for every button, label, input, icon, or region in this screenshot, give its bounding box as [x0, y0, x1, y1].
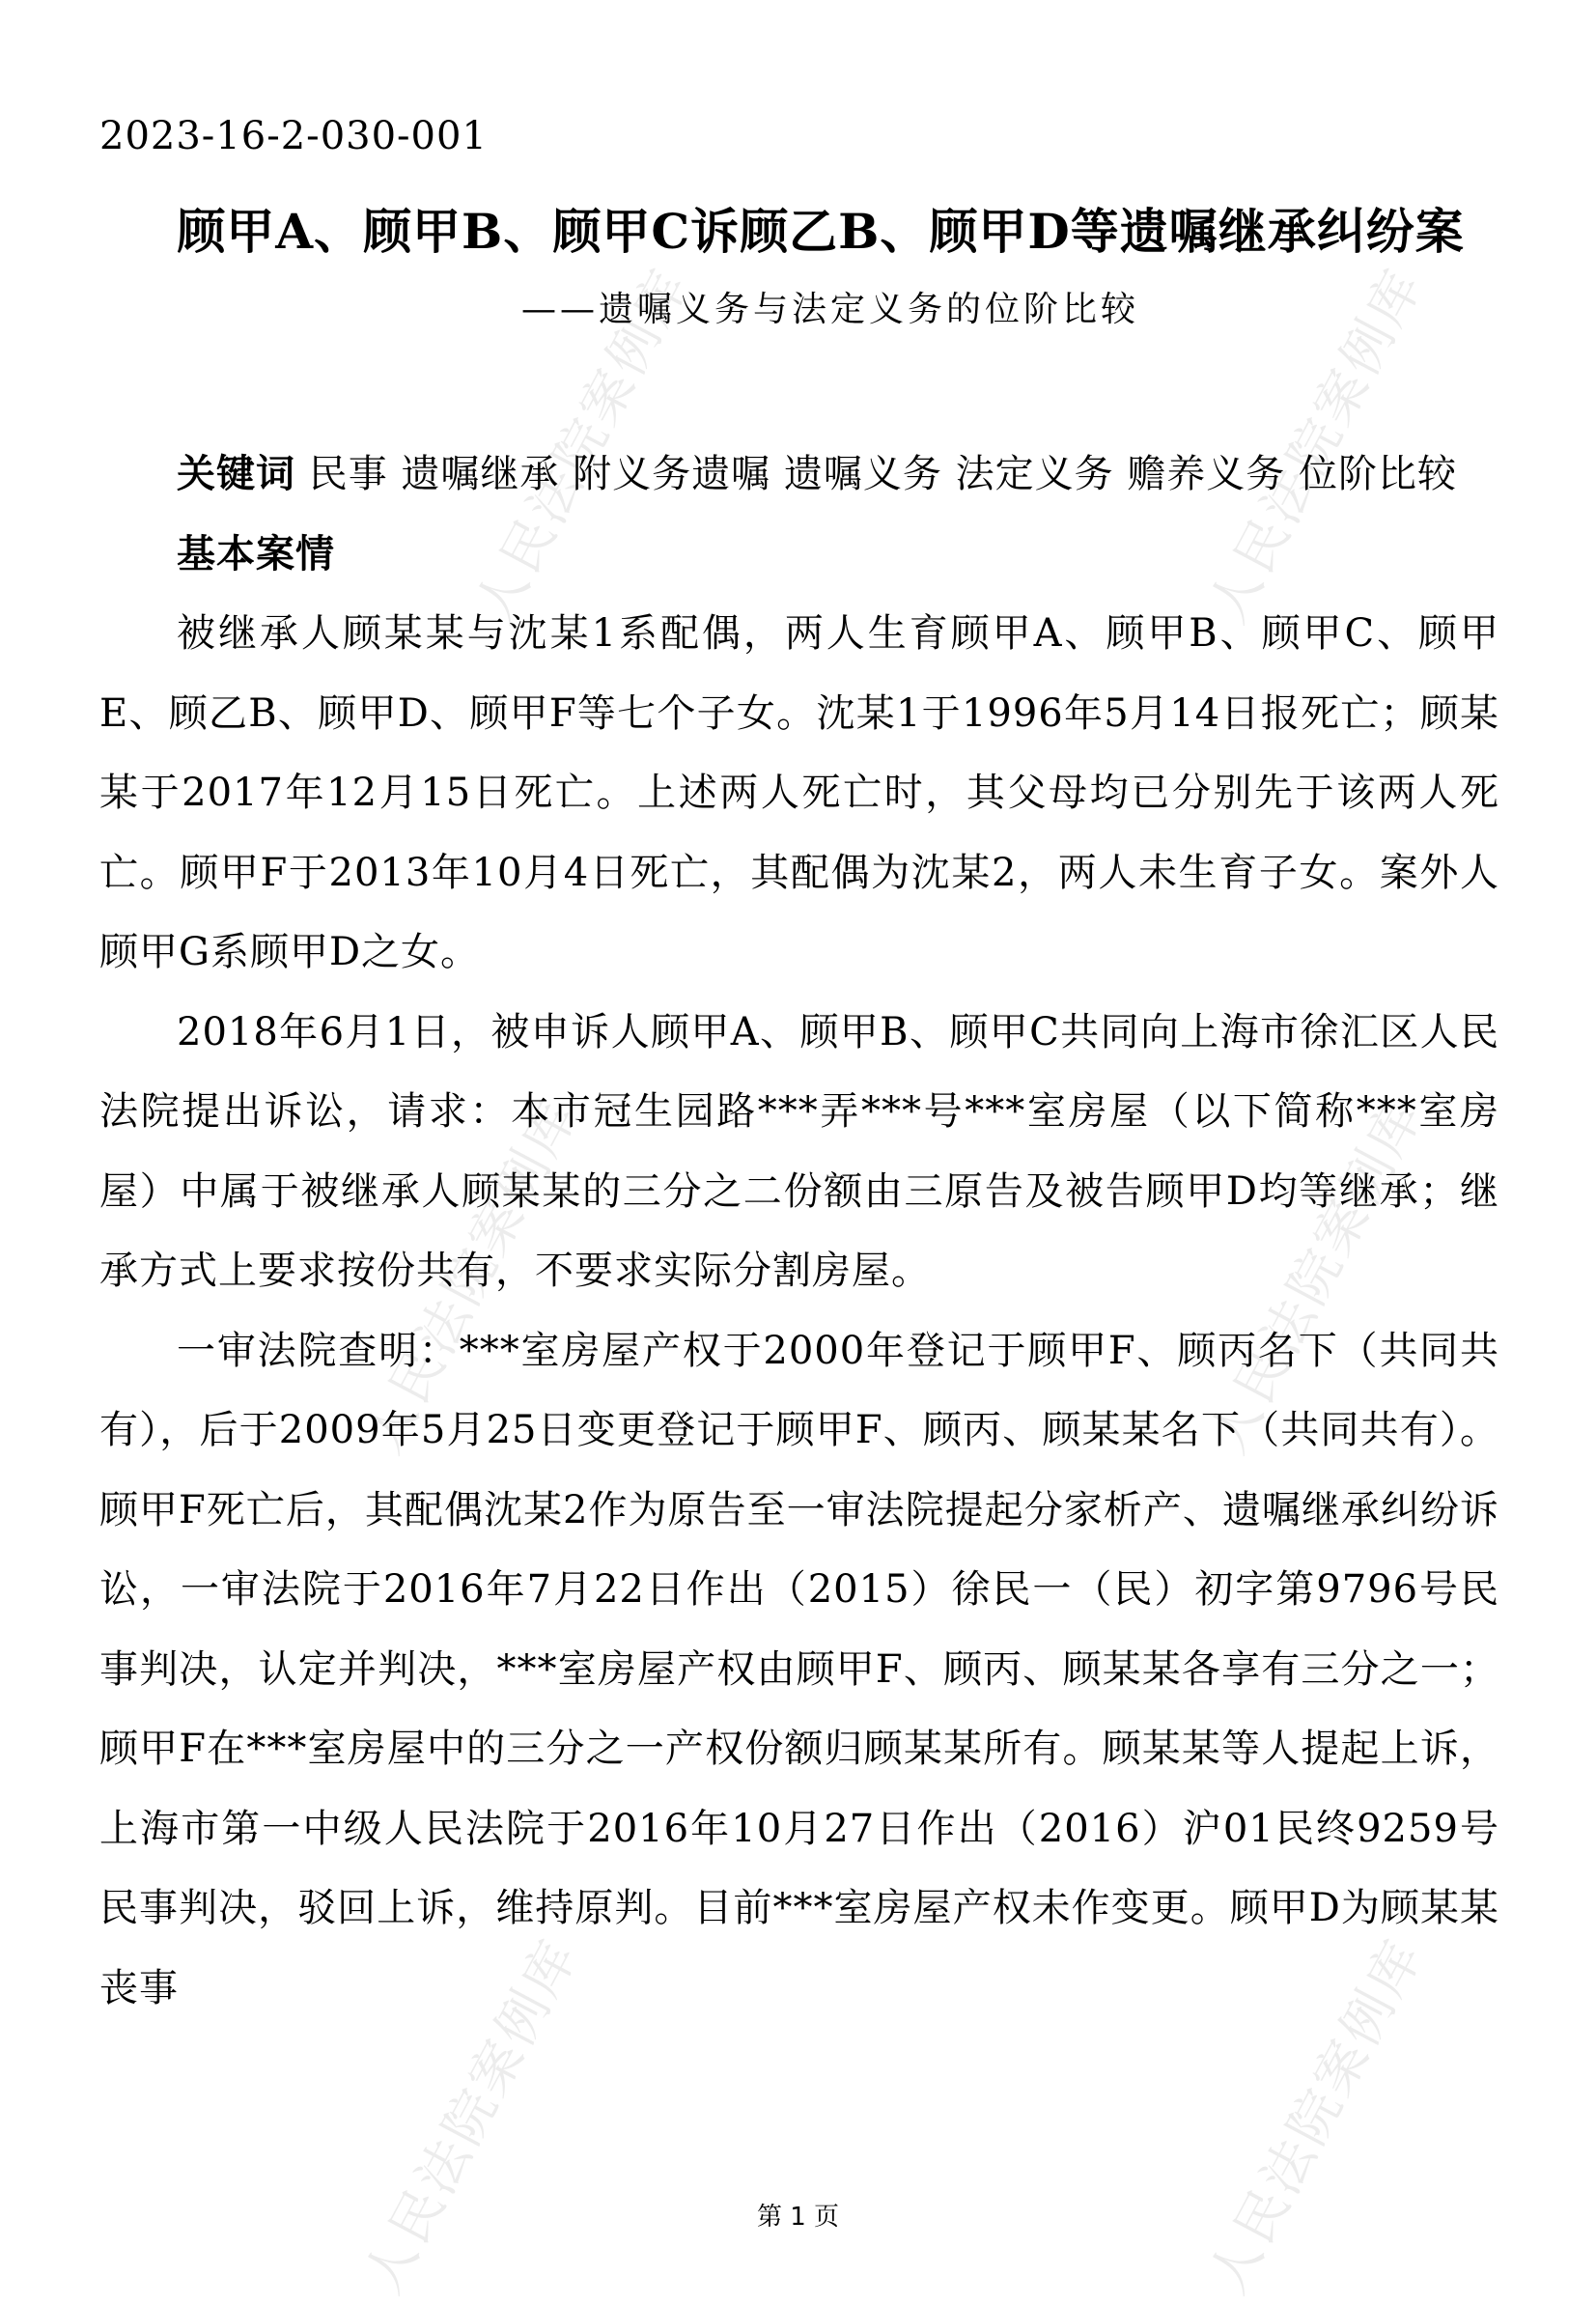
document-body [99, 435, 1499, 2028]
watermark: 人民法院案例库 [1196, 1087, 1435, 1463]
watermark: 人民法院案例库 [351, 1927, 590, 2303]
watermark: 人民法院案例库 [351, 1087, 590, 1463]
case-number: 2023-16-2-030-001 [99, 114, 488, 158]
watermark: 人民法院案例库 [462, 257, 701, 632]
keywords-line [99, 435, 1499, 515]
page-number: 第 1 页 [756, 2203, 840, 2232]
paragraph: 2018年6月1日，被申诉人顾甲A、顾甲B、顾甲C共同向上海市徐汇区人民法院提出诉讼，请求：本市冠生园路***弄***号***室房屋（以下简称***室房屋）中属于被继承人顾某某的三分之二份额由三原告及被告顾甲D均等继承；继承方式上要求按份共有，不要求实际分割房屋。 [99, 1009, 1499, 1293]
watermark: 人民法院案例库 [1196, 257, 1435, 632]
document-title: 顾甲A、顾甲B、顾甲C诉顾乙B、顾甲D等遗嘱继承纠纷案 [177, 203, 1465, 260]
keywords-label: 关键词 [177, 451, 295, 496]
keywords-text: 民事 遗嘱继承 附义务遗嘱 遗嘱义务 法定义务 赡养义务 位阶比较 [295, 452, 1458, 496]
paragraph: 一审法院查明：***室房屋产权于2000年登记于顾甲F、顾丙名下（共同共有），后于2009年5月25日变更登记于顾甲F、顾丙、顾某某名下（共同共有）。顾甲F死亡后，其配偶沈某2作为原告至一审法院提起分家析产、遗嘱继承纠纷诉讼，一审法院于2016年7月22日作出（2015）徐民一（民）初字第9796号民事判决，认定并判决，***室房屋产权由顾甲F、顾丙、顾某某各享有三分之一；顾甲F在***室房屋中的三分之一产权份额归顾某某所有。顾某某等人提起上诉，上海市第一中级人民法院于2016年10月27日作出（2016）沪01民终9259号民事判决，驳回上诉，维持原判。目前***室房屋产权未作变更。顾甲D为顾某某丧事 [99, 1328, 1499, 2010]
watermark: 人民法院案例库 [1196, 1927, 1435, 2303]
document-subtitle: ——遗嘱义务与法定义务的位阶比较 [521, 290, 1140, 329]
paragraph: 被继承人顾某某与沈某1系配偶，两人生育顾甲A、顾甲B、顾甲C、顾甲E、顾乙B、顾甲D、顾甲F等七个子女。沈某1于1996年5月14日报死亡；顾某某于2017年12月15日死亡。上述两人死亡时，其父母均已分别先于该两人死亡。顾甲F于2013年10月4日死亡，其配偶为沈某2，两人未生育子女。案外人顾甲G系顾甲D之女。 [99, 611, 1499, 974]
section-heading-basic-facts: 基本案情 [177, 530, 335, 576]
